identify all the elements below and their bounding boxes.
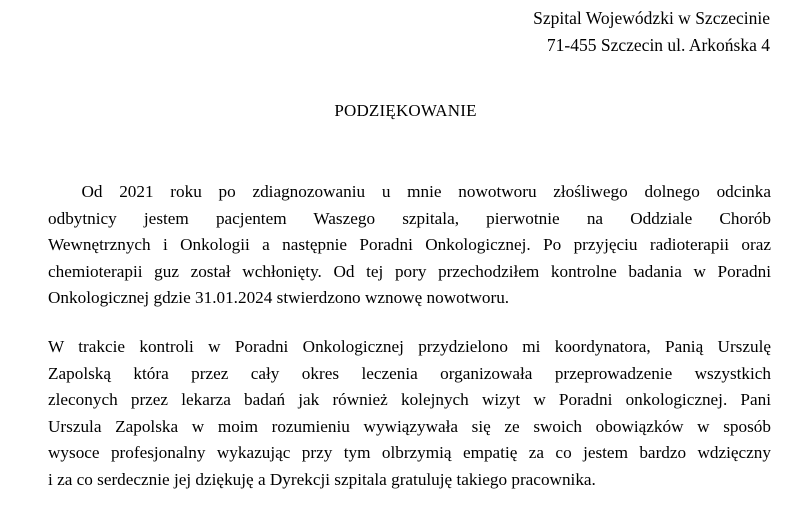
address-line-street: 71-455 Szczecin ul. Arkońska 4	[546, 35, 770, 55]
paragraph-line: Onkologicznej gdzie 31.01.2024 stwierdzono wznowę nowotworu.	[48, 288, 510, 307]
paragraph-line: odbytnicy jestem pacjentem Waszego szpitala, pierwotnie na Oddziale Chorób	[48, 208, 771, 228]
paragraph-line: W trakcie kontroli w Poradni Onkologicznej przydzielono mi koordynatora, Panią Urszulę	[48, 337, 771, 356]
paragraph-line: Wewnętrznych i Onkologii a następnie Poradni Onkologicznej. Po przyjęciu radioterapii oraz	[48, 235, 771, 254]
hospital-address	[533, 5, 770, 59]
paragraph-line: Od 2021 roku po zdiagnozowaniu u mnie nowotworu złośliwego dolnego odcinka	[48, 182, 771, 201]
paragraph-line: i za co serdecznie jej dziękuję a Dyrekcji szpitala gratuluję takiego pracownika.	[48, 469, 596, 489]
paragraph-line: wysoce profesjonalny wykazując przy tym olbrzymią empatię za co jestem bardzo wdzięczny	[48, 443, 771, 462]
paragraph-line: zleconych przez lekarza badań jak również kolejnych wizyt w Poradni onkologicznej. Pani	[48, 390, 771, 409]
letter-title: PODZIĘKOWANIE	[334, 101, 477, 120]
paragraph-line: Zapolską która przez cały okres leczenia organizowała przeprowadzenie wszystkich	[48, 363, 771, 383]
paragraph-first	[48, 179, 771, 312]
paragraph-second	[48, 334, 771, 493]
paragraph-line: Urszula Zapolska w moim rozumieniu wywiązywała się ze swoich obowiązków w sposób	[48, 416, 771, 436]
paragraph-line: chemioterapii guz został wchłonięty. Od tej pory przechodziłem kontrolne badania w Poradni	[48, 261, 771, 281]
address-line-name: Szpital Wojewódzki w Szczecinie	[533, 8, 770, 28]
